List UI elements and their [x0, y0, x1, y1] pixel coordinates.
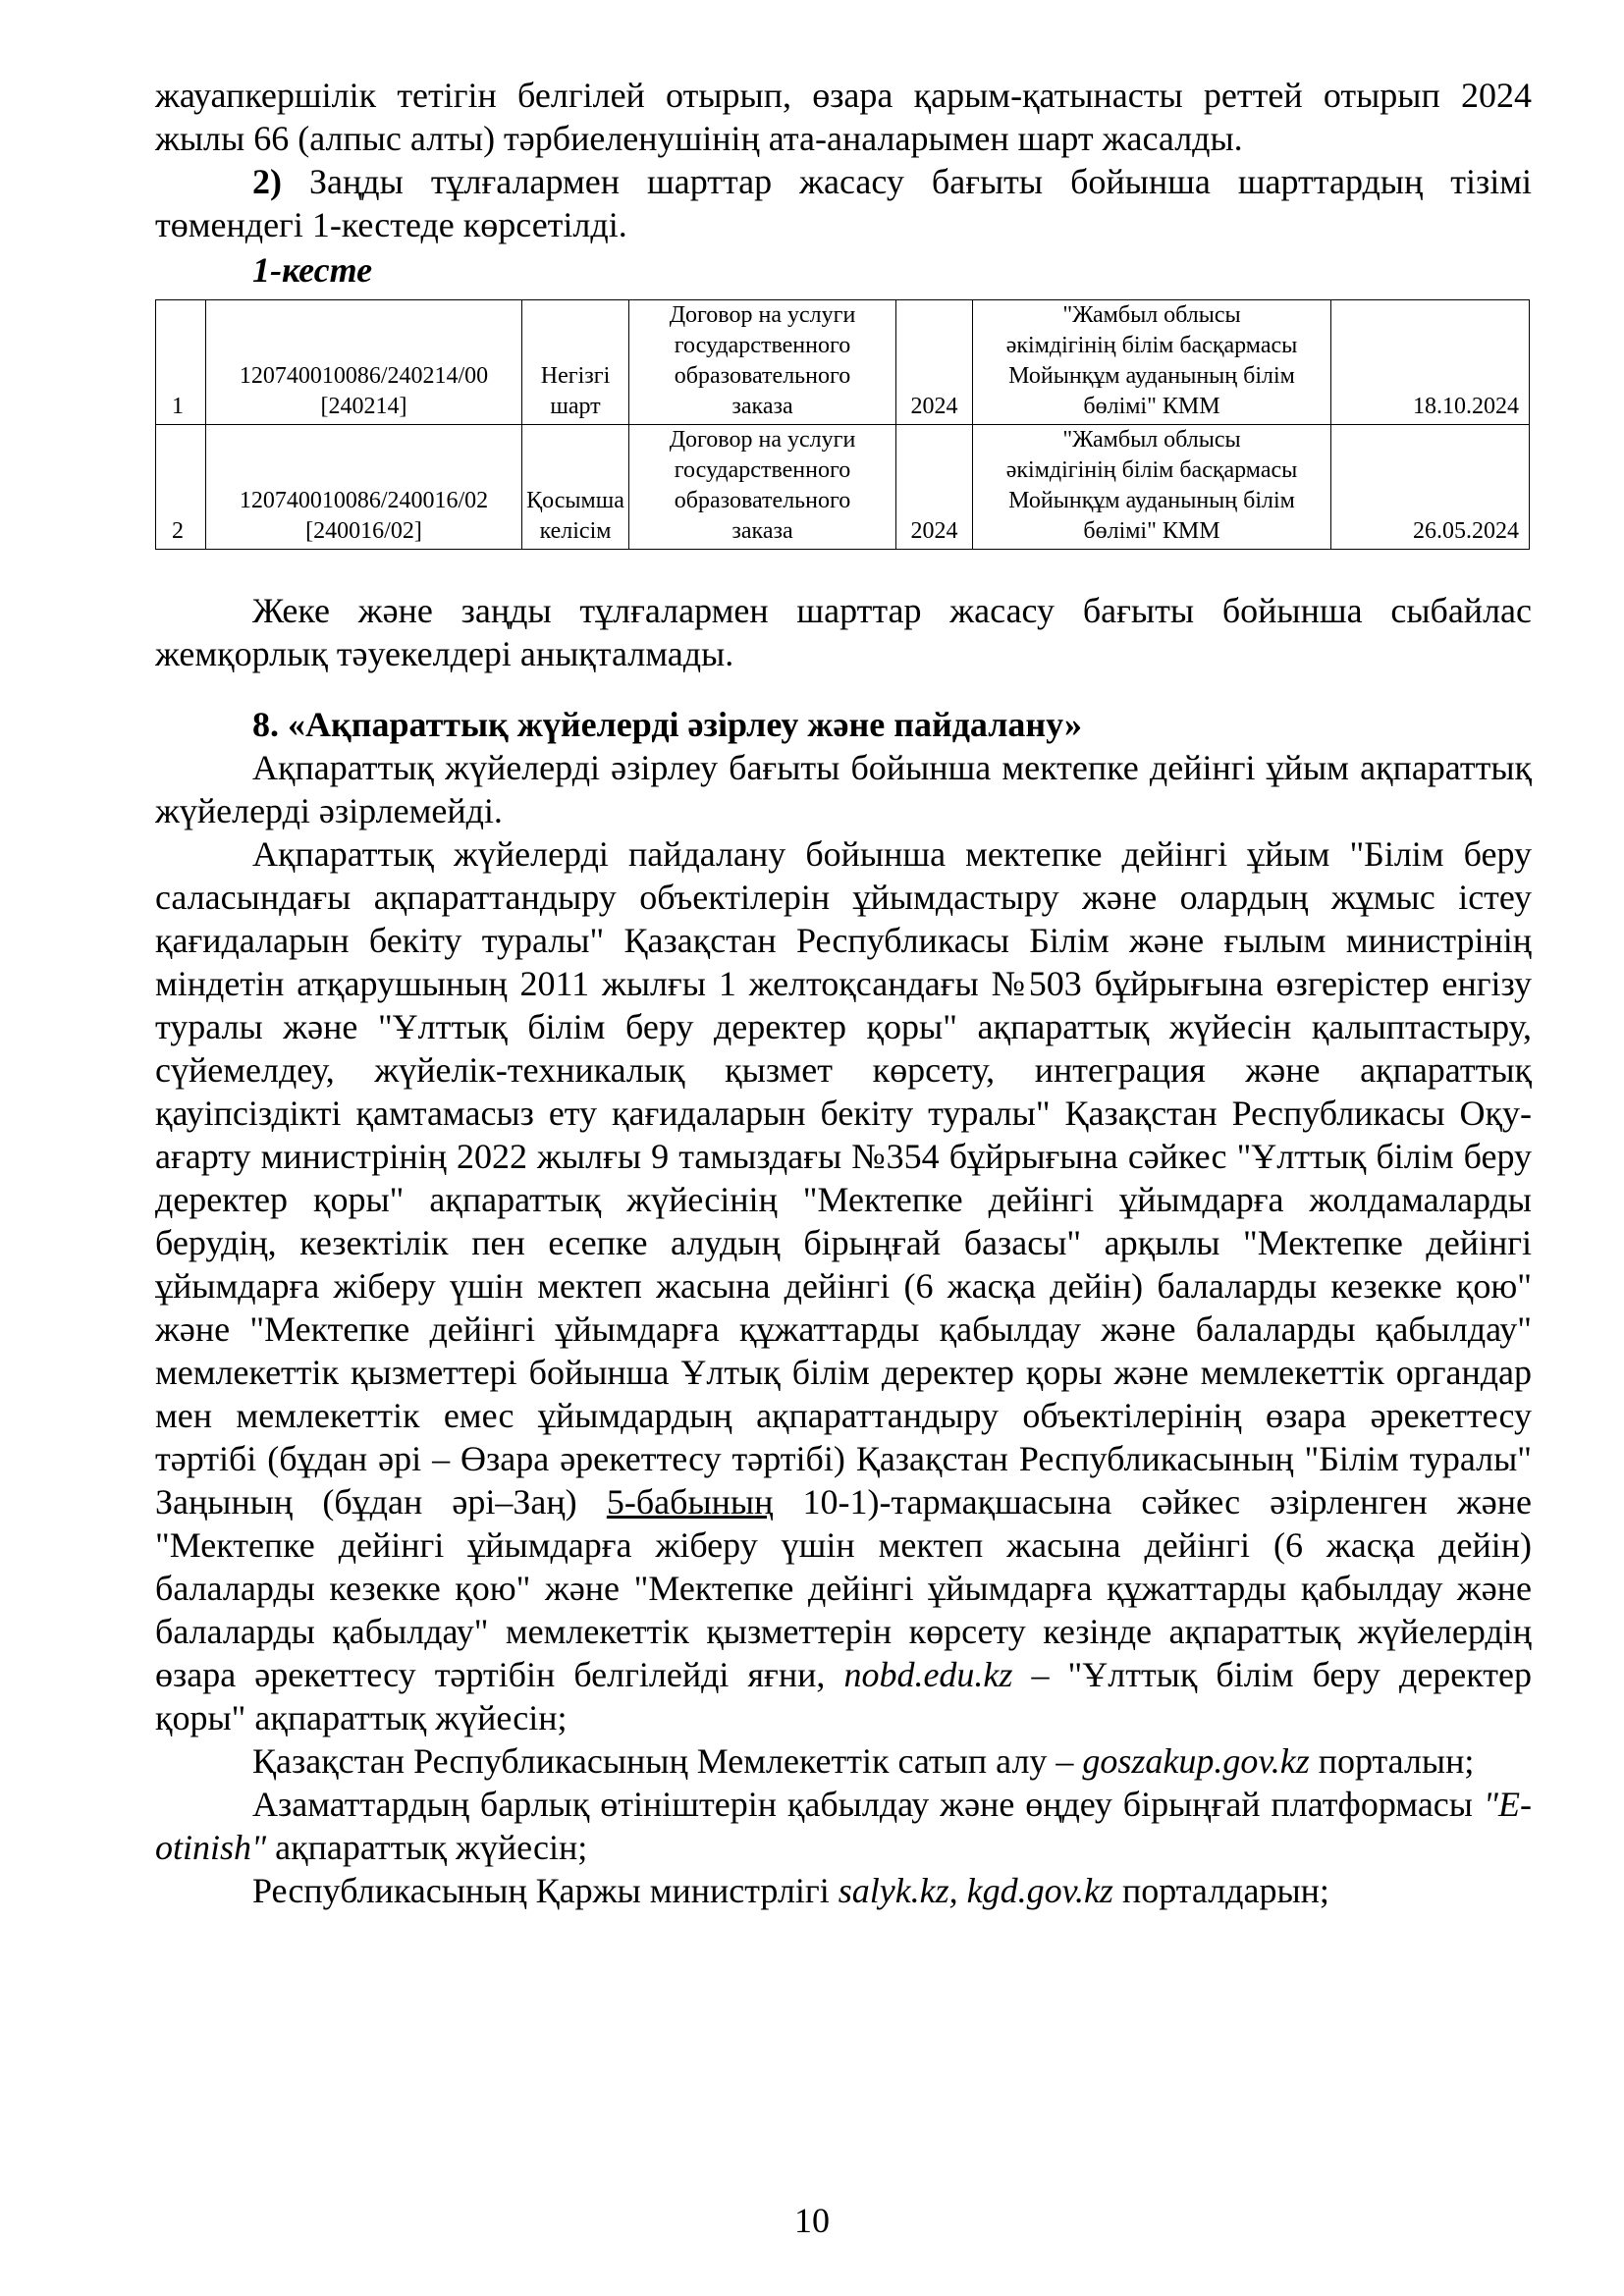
- item-number: 2): [252, 162, 282, 201]
- table-row: [156, 300, 1530, 425]
- website-name: nobd.edu.kz: [843, 1655, 1013, 1694]
- page-content: [155, 74, 1532, 1912]
- contract-year: 2024: [896, 300, 973, 425]
- page-number: 10: [794, 2201, 830, 2240]
- contract-description: Договор на услуги государственного образовательного заказа: [629, 425, 896, 550]
- row-number: 2: [156, 425, 206, 550]
- contract-type: Қосымша келісім: [522, 425, 629, 550]
- paragraph-legal-entities: [155, 160, 1532, 246]
- contract-code: 120740010086/240214/00 [240214]: [206, 300, 522, 425]
- contract-organization: "Жамбыл облысы әкімдігінің білім басқармасы Мойынқұм ауданының білім бөлімі" КММ: [973, 425, 1331, 550]
- contract-type: Негізгі шарт: [522, 300, 629, 425]
- paragraph-parent-contracts: жауапкершілік тетігін белгілей отырып, өзара қарым-қатынасты реттей отырып 2024 жылы 66 (алпыс алты) тәрбиеленушінің ата-аналарымен шарт жасалды.: [155, 76, 1532, 158]
- paragraph-finance-portals: Республикасының Қаржы министрлігі salyk.kz, kgd.gov.kz порталдарын;: [252, 1871, 1329, 1910]
- paragraph-corruption-risks: Жеке және заңды тұлғалармен шарттар жасасу бағыты бойынша сыбайлас жемқорлық тәуекелдері анықталмады.: [155, 591, 1532, 673]
- contract-year: 2024: [896, 425, 973, 550]
- spacer: [155, 550, 1532, 589]
- row-number: 1: [156, 300, 206, 425]
- website-name: goszakup.gov.kz: [1082, 1741, 1310, 1781]
- paragraph-goszakup: Қазақстан Республикасының Мемлекеттік сатып алу – goszakup.gov.kz порталын;: [252, 1741, 1475, 1781]
- website-name: salyk.kz, kgd.gov.kz: [838, 1871, 1113, 1910]
- paragraph-is-usage: Ақпараттық жүйелерді пайдалану бойынша мектепке дейінгі ұйым "Білім беру саласындағы ақпараттандыру объектілерін ұйымдастыру және олардың жұмыс істеу қағидаларын бекіту туралы" Қазақстан Республикасы Білім және ғылым министрінің міндетін атқарушының 2011 жылғы 1 желтоқсандағы №503 бұйрығына өзгерістер енгізу туралы және "Ұлттық білім беру деректер қоры" ақпараттық жүйесін қалыптастыру, сүйемелдеу, жүйелік-техникалық қызмет көрсету, интеграция және ақпараттық қауіпсіздікті қамтамасыз ету қағидаларын бекіту туралы" Қазақстан Республикасы Оқу-ағарту министрінің 2022 жылғы 9 тамыздағы №354 бұйрығына сәйкес "Ұлттық білім беру деректер қоры" ақпараттық жүйесінің "Мектепке дейінгі ұйымдарға жолдамаларды берудің, кезектілік пен есепке алудың бірыңғай базасы" арқылы "Мектепке дейінгі ұйымдарға жіберу үшін мектеп жасына дейінгі (6 жасқа дейін) балаларды кезекке қою" және "Мектепке дейінгі ұйымдарға құжаттарды қабылдау және балаларды қабылдау" мемлекеттік қызметтері бойынша Ұлтық білім деректер қоры және мемлекеттік органдар мен мемлекеттік емес ұйымдардың ақпараттандыру объектілерінің өзара әрекеттесу тәртібі (бұдан әрі – Өзара әрекеттесу тәртібі) Қазақстан Республикасының "Білім туралы" Заңының (бұдан әрі–Заң) 5-бабының 10-1)-тармақшасына сәйкес әзірленген және "Мектепке дейінгі ұйымдарға жіберу үшін мектеп жасына дейінгі (6 жасқа дейін) балаларды кезекке қою" және "Мектепке дейінгі ұйымдарға құжаттарды қабылдау және балаларды қабылдау" мемлекеттік қызметтерін көрсету кезінде ақпараттық жүйелердің өзара әрекеттесу тәртібін белгілейді яғни, nobd.edu.kz – "Ұлттық білім беру деректер қоры" ақпараттық жүйесін;: [155, 834, 1533, 1737]
- paragraph-is-development: Ақпараттық жүйелерді әзірлеу бағыты бойынша мектепке дейінгі ұйым ақпараттық жүйелерді әзірлемейді.: [155, 748, 1532, 830]
- contract-date: 26.05.2024: [1331, 425, 1530, 550]
- section-title: 8. «Ақпараттық жүйелерді әзірлеу және пайдалану»: [252, 705, 1083, 744]
- paragraph-text: Заңды тұлғалармен шарттар жасасу бағыты бойынша шарттардың тізімі төмендегі 1-кестеде көрсетілді.: [155, 162, 1532, 244]
- law-article-link[interactable]: 5-бабының: [606, 1482, 774, 1522]
- contracts-table: [155, 299, 1530, 550]
- contract-date: 18.10.2024: [1331, 300, 1530, 425]
- table-row: [156, 425, 1530, 550]
- contract-description: Договор на услуги государственного образовательного заказа: [629, 300, 896, 425]
- spacer: [155, 675, 1532, 703]
- paragraph-eotinish: Азаматтардың барлық өтініштерін қабылдау және өңдеу бірыңғай платформасы "E-otinish" ақпараттық жүйесін;: [155, 1785, 1532, 1867]
- contract-organization: "Жамбыл облысы әкімдігінің білім басқармасы Мойынқұм ауданының білім бөлімі" КММ: [973, 300, 1331, 425]
- contract-code: 120740010086/240016/02 [240016/02]: [206, 425, 522, 550]
- system-name: "E-otinish": [155, 1785, 1532, 1867]
- table-caption: 1-кесте: [252, 250, 373, 290]
